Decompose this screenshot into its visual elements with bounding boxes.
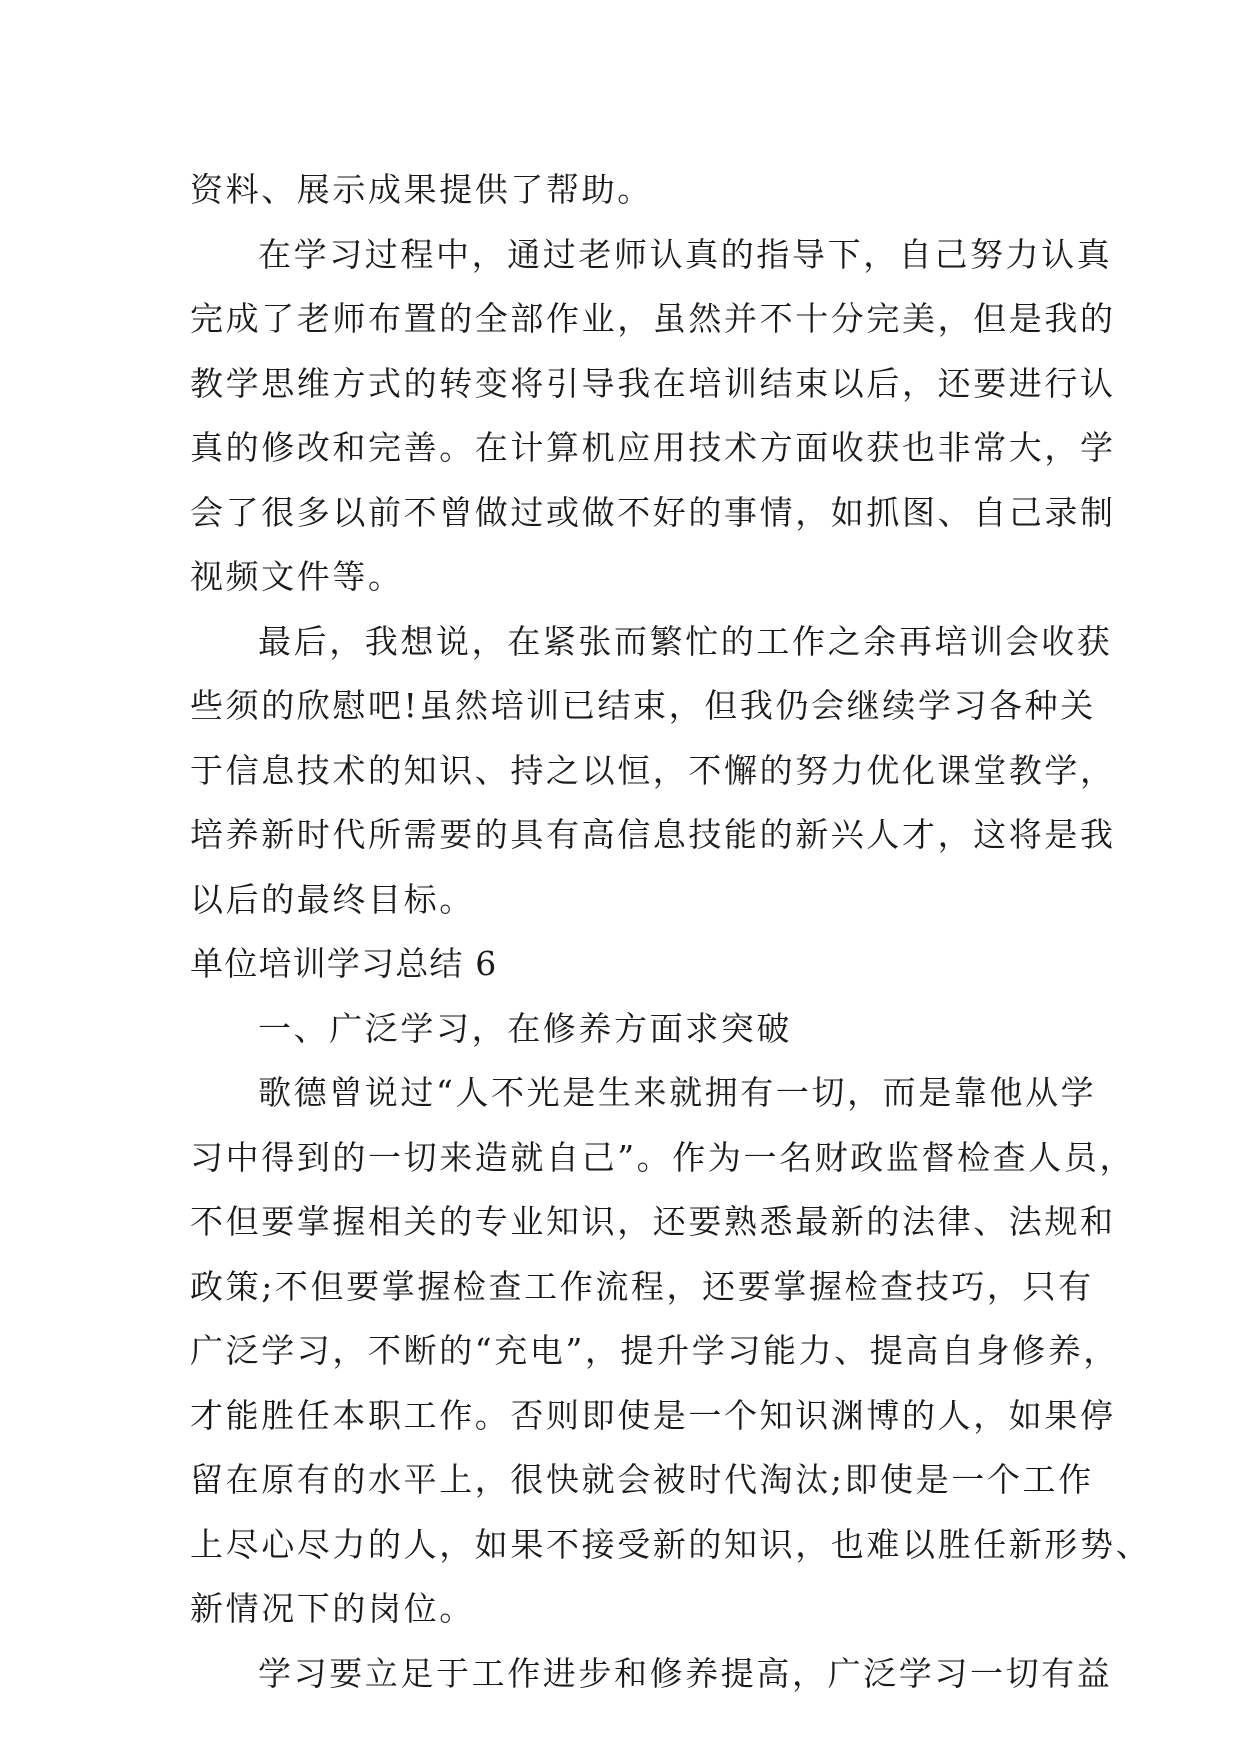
text-line: 资料、展示成果提供了帮助。 (190, 170, 653, 209)
text-line: 新情况下的岗位。 (190, 1589, 475, 1628)
section-heading: 单位培训学习总结 6 (190, 944, 498, 983)
text-line: 广泛学习，不断的“充电”，提升学习能力、提高自身修养， (190, 1331, 1119, 1370)
text-line: 培养新时代所需要的具有高信息技能的新兴人才，这将是我 (190, 815, 1116, 854)
body-text (190, 158, 1152, 1706)
text-line: 政策;不但要掌握检查工作流程，还要掌握检查技巧，只有 (190, 1266, 1094, 1306)
text-line: 不但要掌握相关的专业知识，还要熟悉最新的法律、法规和 (190, 1202, 1116, 1241)
text-line: 才能胜任本职工作。否则即使是一个知识渊博的人，如果停 (190, 1395, 1116, 1435)
text-line: 以后的最终目标。 (190, 879, 475, 919)
text-line: 会了很多以前不曾做过或做不好的事情，如抓图、自己录制 (190, 492, 1116, 532)
text-line: 留在原有的水平上，很快就会被时代淘汰;即使是一个工作 (190, 1460, 1094, 1499)
text-line: 教学思维方式的转变将引导我在培训结束以后，还要进行认 (190, 363, 1116, 403)
text-line: 于信息技术的知识、持之以恒，不懈的努力优化课堂教学， (190, 750, 1116, 790)
paragraph-start-line: 最后，我想说，在紧张而繁忙的工作之余再培训会收获 (258, 621, 1113, 661)
subsection-heading: 一、广泛学习，在修养方面求突破 (258, 1008, 792, 1048)
text-line: 视频文件等。 (190, 557, 404, 596)
text-line: 完成了老师布置的全部作业，虽然并不十分完美，但是我的 (190, 299, 1116, 338)
text-line: 习中得到的一切来造就自己”。作为一名财政监督检查人员， (190, 1137, 1136, 1177)
text-line: 真的修改和完善。在计算机应用技术方面收获也非常大，学 (190, 428, 1116, 467)
paragraph-start-line: 歌德曾说过“人不光是生来就拥有一切，而是靠他从学 (258, 1073, 1097, 1112)
paragraph-start-line: 学习要立足于工作进步和修养提高，广泛学习一切有益 (258, 1653, 1113, 1693)
text-line: 些须的欣慰吧!虽然培训已结束，但我仍会继续学习各种关 (190, 686, 1096, 725)
paragraph-start-line: 在学习过程中，通过老师认真的指导下，自己努力认真 (258, 234, 1113, 274)
text-line: 上尽心尽力的人，如果不接受新的知识，也难以胜任新形势、 (190, 1524, 1152, 1564)
